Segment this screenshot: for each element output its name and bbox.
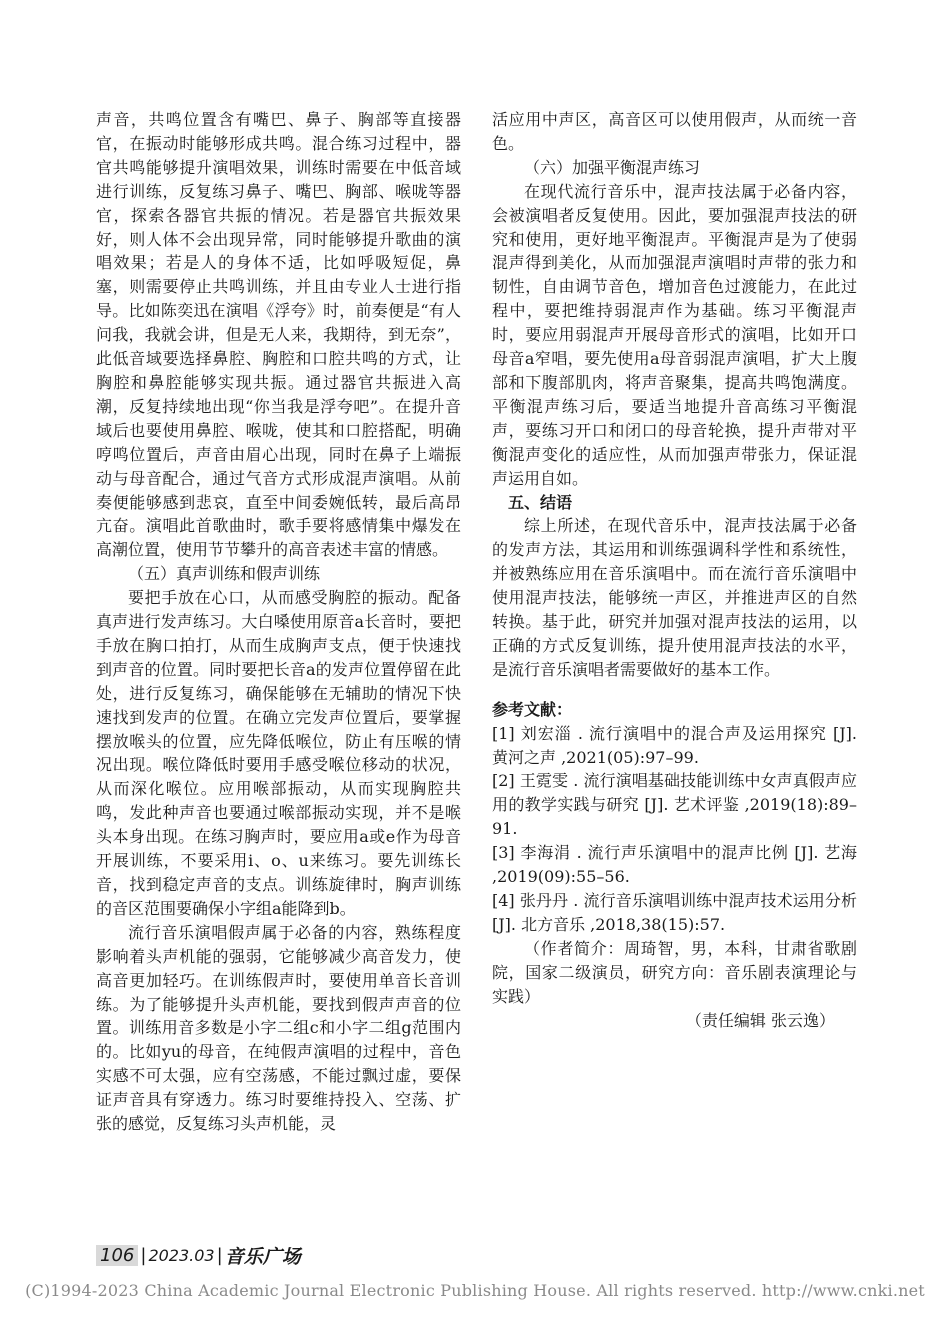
body-paragraph: 声音，共鸣位置含有嘴巴、鼻子、胸部等直接器官，在振动时能够形成共鸣。混合练习过程中，器官共鸣能够提升演唱效果，训练时需要在中低音域进行训练，反复练习鼻子、嘴巴、胸部、喉咙等器官，探索各器官共振的情况。若是器官共振效果好，则人体不会出现异常，同时能够提升歌曲的演唱效果；若是人的身体不适，比如呼吸短促，鼻塞，则需要停止共鸣训练，并且由专业人士进行指导。比如陈奕迅在演唱《浮夸》时，前奏便是“有人问我，我就会讲，但是无人来，我期待，到无奈”，此低音域要选择鼻腔、胸腔和口腔共鸣的方式，让胸腔和鼻腔能够实现共振。通过器官共振进入高潮，反复持续地出现“你当我是浮夸吧”。在提升音域后也要使用鼻腔、喉咙，使其和口腔搭配，明确哼鸣位置后，声音由眉心出现，同时在鼻子上端振动与母音配合，通过气音方式形成混声演唱。从前奏便能够感到悲哀，直至中间委婉低转，最后高昂亢奋。演唱此首歌曲时，歌手要将感情集中爆发在高潮位置，使用节节攀升的高音表述丰富的情感。: [96, 110, 461, 560]
page-number: 106: [96, 1245, 138, 1266]
left-column: [96, 108, 461, 1136]
section-heading: （五）真声训练和假声训练: [128, 564, 321, 584]
copyright-line: (C)1994-2023 China Academic Journal Electronic Publishing House. All rights reserved. http://www.cnki.net: [25, 1281, 925, 1300]
issue-date: 2023.03: [148, 1245, 215, 1265]
conclusion-heading: 五、结语: [508, 492, 573, 512]
page-footer: [96, 1242, 301, 1268]
reference-item: [1] 刘宏淄 . 流行演唱中的混合声及运用探究 [J]. 黄河之声 ,2021(05):97–99.: [492, 723, 857, 767]
body-paragraph: 流行音乐演唱假声属于必备的内容，熟练程度影响着头声机能的强弱，它能够减少高音发力，使高音更加轻巧。在训练假声时，要使用单音长音训练。为了能够提升头声机能，要找到假声声音的位置。训练用音多数是小字二组c和小字二组g范围内的。比如yu的母音，在纯假声演唱的过程中，音色实感不可太强，应有空荡感，不能过飘过虚，要保证声音具有穿透力。练习时要维持投入、空荡、扩张的感觉，反复练习头声机能，灵: [96, 922, 461, 1134]
body-paragraph: 在现代流行音乐中，混声技法属于必备内容，会被演唱者反复使用。因此，要加强混声技法的研究和使用，更好地平衡混声。平衡混声是为了使弱混声得到美化，从而加强混声演唱时声带的张力和韧性，自由调节音色，增加音色过渡能力，在此过程中，要把维持弱混声作为基础。练习平衡混声时，要应用弱混声开展母音形式的演唱，比如开口母音a窄唱，要先使用a母音弱混声演唱，扩大上腹部和下腹部肌肉，将声音聚集，提高共鸣饱满度。平衡混声练习后，要适当地提升音高练习平衡混声，要练习开口和闭口的母音轮换，提升声带对平衡混声变化的适应性，从而加强声带张力，保证混声运用自如。: [492, 181, 857, 488]
body-paragraph: 综上所述，在现代音乐中，混声技法属于必备的发声方法，其运用和训练强调科学性和系统性，并被熟练应用在音乐演唱中。而在流行音乐演唱中使用混声技法，能够统一声区，并推进声区的自然转换。基于此，研究并加强对混声技法的运用，以正确的方式反复训练，提升使用混声技法的水平，是流行音乐演唱者需要做好的基本工作。: [492, 516, 857, 679]
reference-item: [4] 张丹丹 . 流行音乐演唱训练中混声技术运用分析 [J]. 北方音乐 ,2018,38(15):57.: [492, 891, 857, 934]
footer-separator: |: [140, 1244, 147, 1266]
references-title: 参考文献：: [492, 699, 573, 719]
footer-separator: |: [216, 1244, 223, 1266]
right-column: [492, 108, 857, 1032]
journal-name: 音乐广场: [224, 1245, 301, 1268]
reference-item: [2] 王霓雯 . 流行演唱基础技能训练中女声真假声应用的教学实践与研究 [J]. 艺术评鉴 ,2019(18):89–91.: [492, 771, 857, 839]
body-paragraph: 活应用中声区，高音区可以使用假声，从而统一音色。: [492, 110, 857, 153]
responsible-editor: （责任编辑 张云逸）: [685, 1010, 835, 1030]
body-paragraph: 要把手放在心口，从而感受胸腔的振动。配备真声进行发声练习。大白嗓使用原音a长音时，要把手放在胸口拍打，从而生成胸声支点，便于快速找到声音的位置。同时要把长音a的发声位置停留在此处，进行反复练习，确保能够在无辅助的情况下快速找到发声的位置。在确立完发声位置后，要掌握摆放喉头的位置，应先降低喉位，防止有压喉的情况出现。喉位降低时要用手感受喉位移动的状况，从而深化喉位。应用喉部振动，从而实现胸腔共鸣，发此种声音也要通过喉部振动实现，并不是喉头本身出现。在练习胸声时，要应用a或e作为母音开展训练，不要采用i、o、u来练习。要先训练长音，找到稳定声音的支点。训练旋律时，胸声训练的音区范围要确保小字组a能降到b。: [96, 588, 461, 918]
section-heading: （六）加强平衡混声练习: [524, 157, 701, 177]
reference-item: [3] 李海涓 . 流行声乐演唱中的混声比例 [J]. 艺海 ,2019(09):55–56.: [492, 843, 857, 887]
author-bio: （作者简介：周琦智，男，本科，甘肃省歌剧院，国家二级演员，研究方向：音乐剧表演理论与实践）: [492, 938, 857, 1006]
